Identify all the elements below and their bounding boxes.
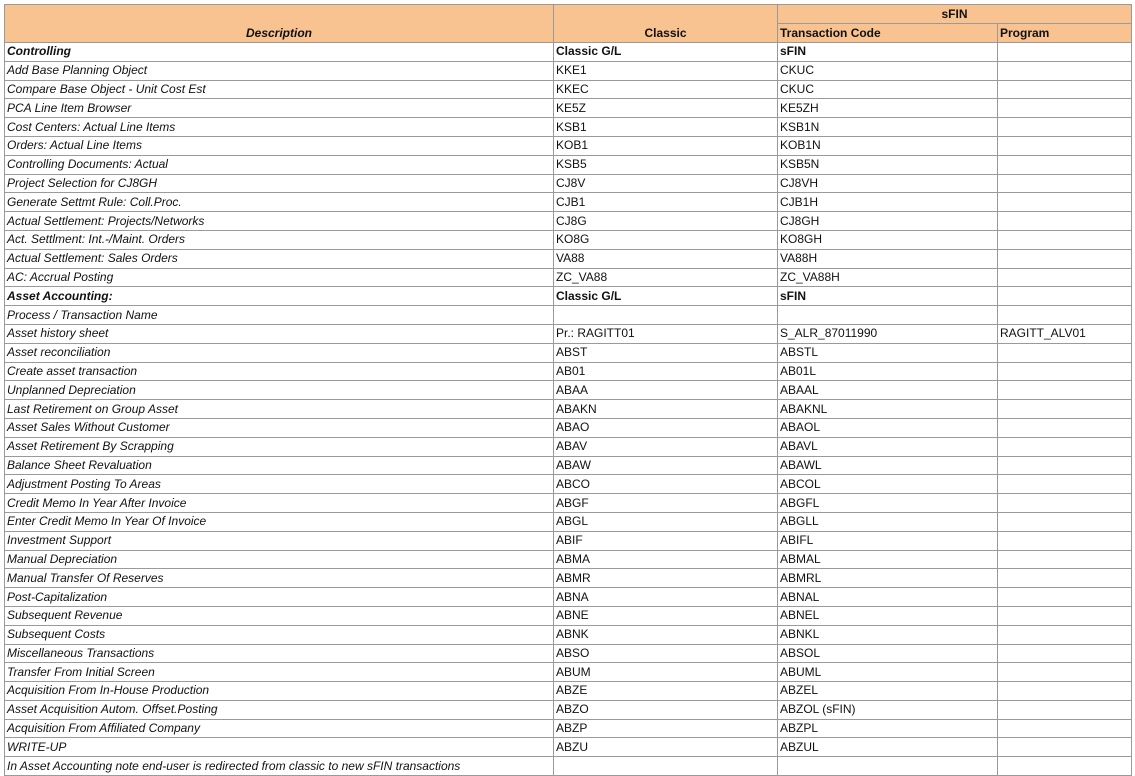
classic-cell[interactable]: ABZU: [554, 738, 778, 757]
table-row: [5, 268, 1132, 287]
program-cell[interactable]: [998, 212, 1132, 231]
description-cell[interactable]: PCA Line Item Browser: [5, 99, 554, 118]
description-cell[interactable]: Balance Sheet Revaluation: [5, 456, 554, 475]
table-row: [5, 588, 1132, 607]
classic-cell[interactable]: Classic G/L: [554, 43, 778, 62]
description-cell[interactable]: Enter Credit Memo In Year Of Invoice: [5, 512, 554, 531]
description-cell[interactable]: Actual Settlement: Sales Orders: [5, 249, 554, 268]
description-cell[interactable]: Credit Memo In Year After Invoice: [5, 494, 554, 513]
description-cell[interactable]: Last Retirement on Group Asset: [5, 400, 554, 419]
table-row: [5, 625, 1132, 644]
program-cell[interactable]: [998, 306, 1132, 325]
program-cell[interactable]: [998, 437, 1132, 456]
classic-header: Classic: [554, 5, 778, 43]
note-row: [5, 757, 1132, 776]
program-cell[interactable]: [998, 512, 1132, 531]
sfin-code-cell[interactable]: [778, 306, 998, 325]
description-cell[interactable]: Acquisition From In-House Production: [5, 682, 554, 701]
sfin-code-cell[interactable]: ABGFL: [778, 494, 998, 513]
table-row: [5, 136, 1132, 155]
sfin-code-cell[interactable]: CKUC: [778, 61, 998, 80]
program-cell[interactable]: [998, 663, 1132, 682]
description-cell[interactable]: Miscellaneous Transactions: [5, 644, 554, 663]
empty-cell[interactable]: [554, 757, 778, 776]
section-row: [5, 43, 1132, 62]
classic-cell[interactable]: ABAKN: [554, 400, 778, 419]
description-header: Description: [5, 5, 554, 43]
program-cell[interactable]: [998, 588, 1132, 607]
sfin-code-cell[interactable]: ABNKL: [778, 625, 998, 644]
program-cell[interactable]: [998, 155, 1132, 174]
classic-cell[interactable]: ABNA: [554, 588, 778, 607]
program-header: Program: [998, 24, 1132, 43]
program-cell[interactable]: [998, 550, 1132, 569]
sfin-code-cell[interactable]: sFIN: [778, 287, 998, 306]
classic-cell[interactable]: CJ8G: [554, 212, 778, 231]
sfin-code-cell[interactable]: ABMAL: [778, 550, 998, 569]
classic-cell[interactable]: KKE1: [554, 61, 778, 80]
program-cell[interactable]: [998, 400, 1132, 419]
program-cell[interactable]: [998, 606, 1132, 625]
description-cell[interactable]: Subsequent Costs: [5, 625, 554, 644]
description-cell[interactable]: Post-Capitalization: [5, 588, 554, 607]
table-row: [5, 531, 1132, 550]
description-cell[interactable]: Subsequent Revenue: [5, 606, 554, 625]
program-cell[interactable]: [998, 61, 1132, 80]
description-cell[interactable]: Generate Settmt Rule: Coll.Proc.: [5, 193, 554, 212]
table-row: [5, 400, 1132, 419]
table-row: [5, 700, 1132, 719]
table-row: [5, 418, 1132, 437]
description-cell[interactable]: Asset history sheet: [5, 324, 554, 343]
program-cell[interactable]: [998, 343, 1132, 362]
description-cell[interactable]: Process / Transaction Name: [5, 306, 554, 325]
sfin-code-cell[interactable]: ABAKNL: [778, 400, 998, 419]
classic-cell[interactable]: ABIF: [554, 531, 778, 550]
sfin-code-cell[interactable]: ABGLL: [778, 512, 998, 531]
program-cell[interactable]: [998, 700, 1132, 719]
program-cell[interactable]: [998, 644, 1132, 663]
table-row: [5, 118, 1132, 137]
program-cell[interactable]: [998, 287, 1132, 306]
program-cell[interactable]: [998, 43, 1132, 62]
classic-cell[interactable]: ABAO: [554, 418, 778, 437]
classic-cell[interactable]: KKEC: [554, 80, 778, 99]
description-cell[interactable]: Cost Centers: Actual Line Items: [5, 118, 554, 137]
classic-cell[interactable]: ABUM: [554, 663, 778, 682]
empty-cell[interactable]: [778, 757, 998, 776]
classic-cell[interactable]: ABMR: [554, 569, 778, 588]
sfin-code-cell[interactable]: S_ALR_87011990: [778, 324, 998, 343]
sfin-code-cell[interactable]: ABCOL: [778, 475, 998, 494]
sfin-code-cell[interactable]: ABZEL: [778, 682, 998, 701]
classic-cell[interactable]: AB01: [554, 362, 778, 381]
sfin-code-cell[interactable]: KSB5N: [778, 155, 998, 174]
table-row: [5, 738, 1132, 757]
program-cell[interactable]: [998, 362, 1132, 381]
classic-cell[interactable]: ABZP: [554, 719, 778, 738]
classic-cell[interactable]: KSB1: [554, 118, 778, 137]
classic-cell[interactable]: ABGL: [554, 512, 778, 531]
table-row: [5, 212, 1132, 231]
program-cell[interactable]: [998, 118, 1132, 137]
classic-cell[interactable]: ABAW: [554, 456, 778, 475]
description-cell[interactable]: WRITE-UP: [5, 738, 554, 757]
table-row: [5, 174, 1132, 193]
description-cell[interactable]: Actual Settlement: Projects/Networks: [5, 212, 554, 231]
sfin-code-cell[interactable]: ABAVL: [778, 437, 998, 456]
program-cell[interactable]: [998, 625, 1132, 644]
table-row: [5, 324, 1132, 343]
table-row: [5, 682, 1132, 701]
classic-cell[interactable]: ABMA: [554, 550, 778, 569]
classic-cell[interactable]: ABZE: [554, 682, 778, 701]
description-cell[interactable]: Asset Sales Without Customer: [5, 418, 554, 437]
description-cell[interactable]: Project Selection for CJ8GH: [5, 174, 554, 193]
classic-cell[interactable]: Classic G/L: [554, 287, 778, 306]
table-row: [5, 381, 1132, 400]
sfin-code-cell[interactable]: AB01L: [778, 362, 998, 381]
program-cell[interactable]: [998, 719, 1132, 738]
sfin-code-cell[interactable]: ABMRL: [778, 569, 998, 588]
program-cell[interactable]: [998, 99, 1132, 118]
program-cell[interactable]: [998, 569, 1132, 588]
description-cell[interactable]: Transfer From Initial Screen: [5, 663, 554, 682]
classic-cell[interactable]: [554, 306, 778, 325]
program-cell[interactable]: [998, 381, 1132, 400]
note-cell[interactable]: In Asset Accounting note end-user is redirected from classic to new sFIN transactions: [5, 757, 554, 776]
classic-cell[interactable]: KE5Z: [554, 99, 778, 118]
table-row: [5, 155, 1132, 174]
table-row: [5, 437, 1132, 456]
classic-cell[interactable]: ABST: [554, 343, 778, 362]
table-row: [5, 343, 1132, 362]
program-cell[interactable]: [998, 682, 1132, 701]
header-row-top: [5, 5, 1132, 24]
sfin-code-cell[interactable]: ABSTL: [778, 343, 998, 362]
classic-cell[interactable]: ABZO: [554, 700, 778, 719]
description-cell[interactable]: Act. Settlment: Int.-/Maint. Orders: [5, 230, 554, 249]
table-row: [5, 61, 1132, 80]
section-row: [5, 287, 1132, 306]
table-row: [5, 512, 1132, 531]
sfin-code-cell[interactable]: ABZPL: [778, 719, 998, 738]
empty-cell[interactable]: [998, 757, 1132, 776]
description-cell[interactable]: Compare Base Object - Unit Cost Est: [5, 80, 554, 99]
classic-cell[interactable]: ZC_VA88: [554, 268, 778, 287]
classic-cell[interactable]: CJB1: [554, 193, 778, 212]
table-row: [5, 230, 1132, 249]
description-cell[interactable]: AC: Accrual Posting: [5, 268, 554, 287]
program-cell[interactable]: [998, 531, 1132, 550]
sfin-code-cell[interactable]: ABIFL: [778, 531, 998, 550]
table-row: [5, 306, 1132, 325]
table-row: [5, 99, 1132, 118]
table-row: [5, 569, 1132, 588]
description-cell[interactable]: Controlling Documents: Actual: [5, 155, 554, 174]
description-cell[interactable]: Unplanned Depreciation: [5, 381, 554, 400]
sfin-code-cell[interactable]: ABAWL: [778, 456, 998, 475]
classic-cell[interactable]: ABNK: [554, 625, 778, 644]
description-cell[interactable]: Orders: Actual Line Items: [5, 136, 554, 155]
classic-cell[interactable]: ABNE: [554, 606, 778, 625]
table-row: [5, 456, 1132, 475]
sfin-code-cell[interactable]: KOB1N: [778, 136, 998, 155]
classic-cell[interactable]: KSB5: [554, 155, 778, 174]
description-cell[interactable]: Asset reconciliation: [5, 343, 554, 362]
classic-cell[interactable]: VA88: [554, 249, 778, 268]
sfin-code-cell[interactable]: ABSOL: [778, 644, 998, 663]
table-row: [5, 80, 1132, 99]
program-cell[interactable]: [998, 230, 1132, 249]
program-cell[interactable]: [998, 268, 1132, 287]
classic-cell[interactable]: ABAA: [554, 381, 778, 400]
description-cell[interactable]: Asset Acquisition Autom. Offset.Posting: [5, 700, 554, 719]
classic-cell[interactable]: CJ8V: [554, 174, 778, 193]
program-cell[interactable]: [998, 80, 1132, 99]
program-cell[interactable]: [998, 418, 1132, 437]
sfin-code-cell[interactable]: KSB1N: [778, 118, 998, 137]
table-row: [5, 362, 1132, 381]
table-row: [5, 475, 1132, 494]
description-cell[interactable]: Asset Retirement By Scrapping: [5, 437, 554, 456]
description-cell[interactable]: Create asset transaction: [5, 362, 554, 381]
sfin-code-cell[interactable]: ABAOL: [778, 418, 998, 437]
program-cell[interactable]: [998, 193, 1132, 212]
classic-cell[interactable]: ABAV: [554, 437, 778, 456]
table-row: [5, 249, 1132, 268]
transaction-code-header: Transaction Code: [778, 24, 998, 43]
sfin-code-cell[interactable]: KO8GH: [778, 230, 998, 249]
classic-cell[interactable]: ABSO: [554, 644, 778, 663]
description-cell[interactable]: Manual Transfer Of Reserves: [5, 569, 554, 588]
table-row: [5, 606, 1132, 625]
classic-cell[interactable]: Pr.: RAGITT01: [554, 324, 778, 343]
description-cell[interactable]: Asset Accounting:: [5, 287, 554, 306]
program-cell[interactable]: [998, 494, 1132, 513]
program-cell[interactable]: [998, 249, 1132, 268]
sfin-code-cell[interactable]: CJ8VH: [778, 174, 998, 193]
sfin-code-cell[interactable]: CJ8GH: [778, 212, 998, 231]
table-row: [5, 494, 1132, 513]
sfin-code-cell[interactable]: ZC_VA88H: [778, 268, 998, 287]
program-cell[interactable]: [998, 738, 1132, 757]
description-cell[interactable]: Add Base Planning Object: [5, 61, 554, 80]
program-cell[interactable]: [998, 475, 1132, 494]
sfin-code-cell[interactable]: ABZOL (sFIN): [778, 700, 998, 719]
program-cell[interactable]: [998, 136, 1132, 155]
sfin-code-cell[interactable]: CJB1H: [778, 193, 998, 212]
classic-cell[interactable]: ABGF: [554, 494, 778, 513]
description-cell[interactable]: Adjustment Posting To Areas: [5, 475, 554, 494]
sfin-code-cell[interactable]: ABNAL: [778, 588, 998, 607]
table-row: [5, 550, 1132, 569]
sfin-code-cell[interactable]: ABNEL: [778, 606, 998, 625]
program-cell[interactable]: RAGITT_ALV01: [998, 324, 1132, 343]
table-row: [5, 719, 1132, 738]
sfin-code-cell[interactable]: ABUML: [778, 663, 998, 682]
transaction-mapping-table: [4, 4, 1132, 776]
sfin-code-cell[interactable]: CKUC: [778, 80, 998, 99]
sfin-code-cell[interactable]: VA88H: [778, 249, 998, 268]
table-row: [5, 644, 1132, 663]
classic-cell[interactable]: ABCO: [554, 475, 778, 494]
sfin-header: sFIN: [778, 5, 1132, 24]
description-cell[interactable]: Manual Depreciation: [5, 550, 554, 569]
classic-cell[interactable]: KOB1: [554, 136, 778, 155]
program-cell[interactable]: [998, 174, 1132, 193]
table-row: [5, 663, 1132, 682]
program-cell[interactable]: [998, 456, 1132, 475]
description-cell[interactable]: Investment Support: [5, 531, 554, 550]
sfin-code-cell[interactable]: sFIN: [778, 43, 998, 62]
table-row: [5, 193, 1132, 212]
sfin-code-cell[interactable]: ABZUL: [778, 738, 998, 757]
sfin-code-cell[interactable]: KE5ZH: [778, 99, 998, 118]
sfin-code-cell[interactable]: ABAAL: [778, 381, 998, 400]
description-cell[interactable]: Acquisition From Affiliated Company: [5, 719, 554, 738]
description-cell[interactable]: Controlling: [5, 43, 554, 62]
classic-cell[interactable]: KO8G: [554, 230, 778, 249]
